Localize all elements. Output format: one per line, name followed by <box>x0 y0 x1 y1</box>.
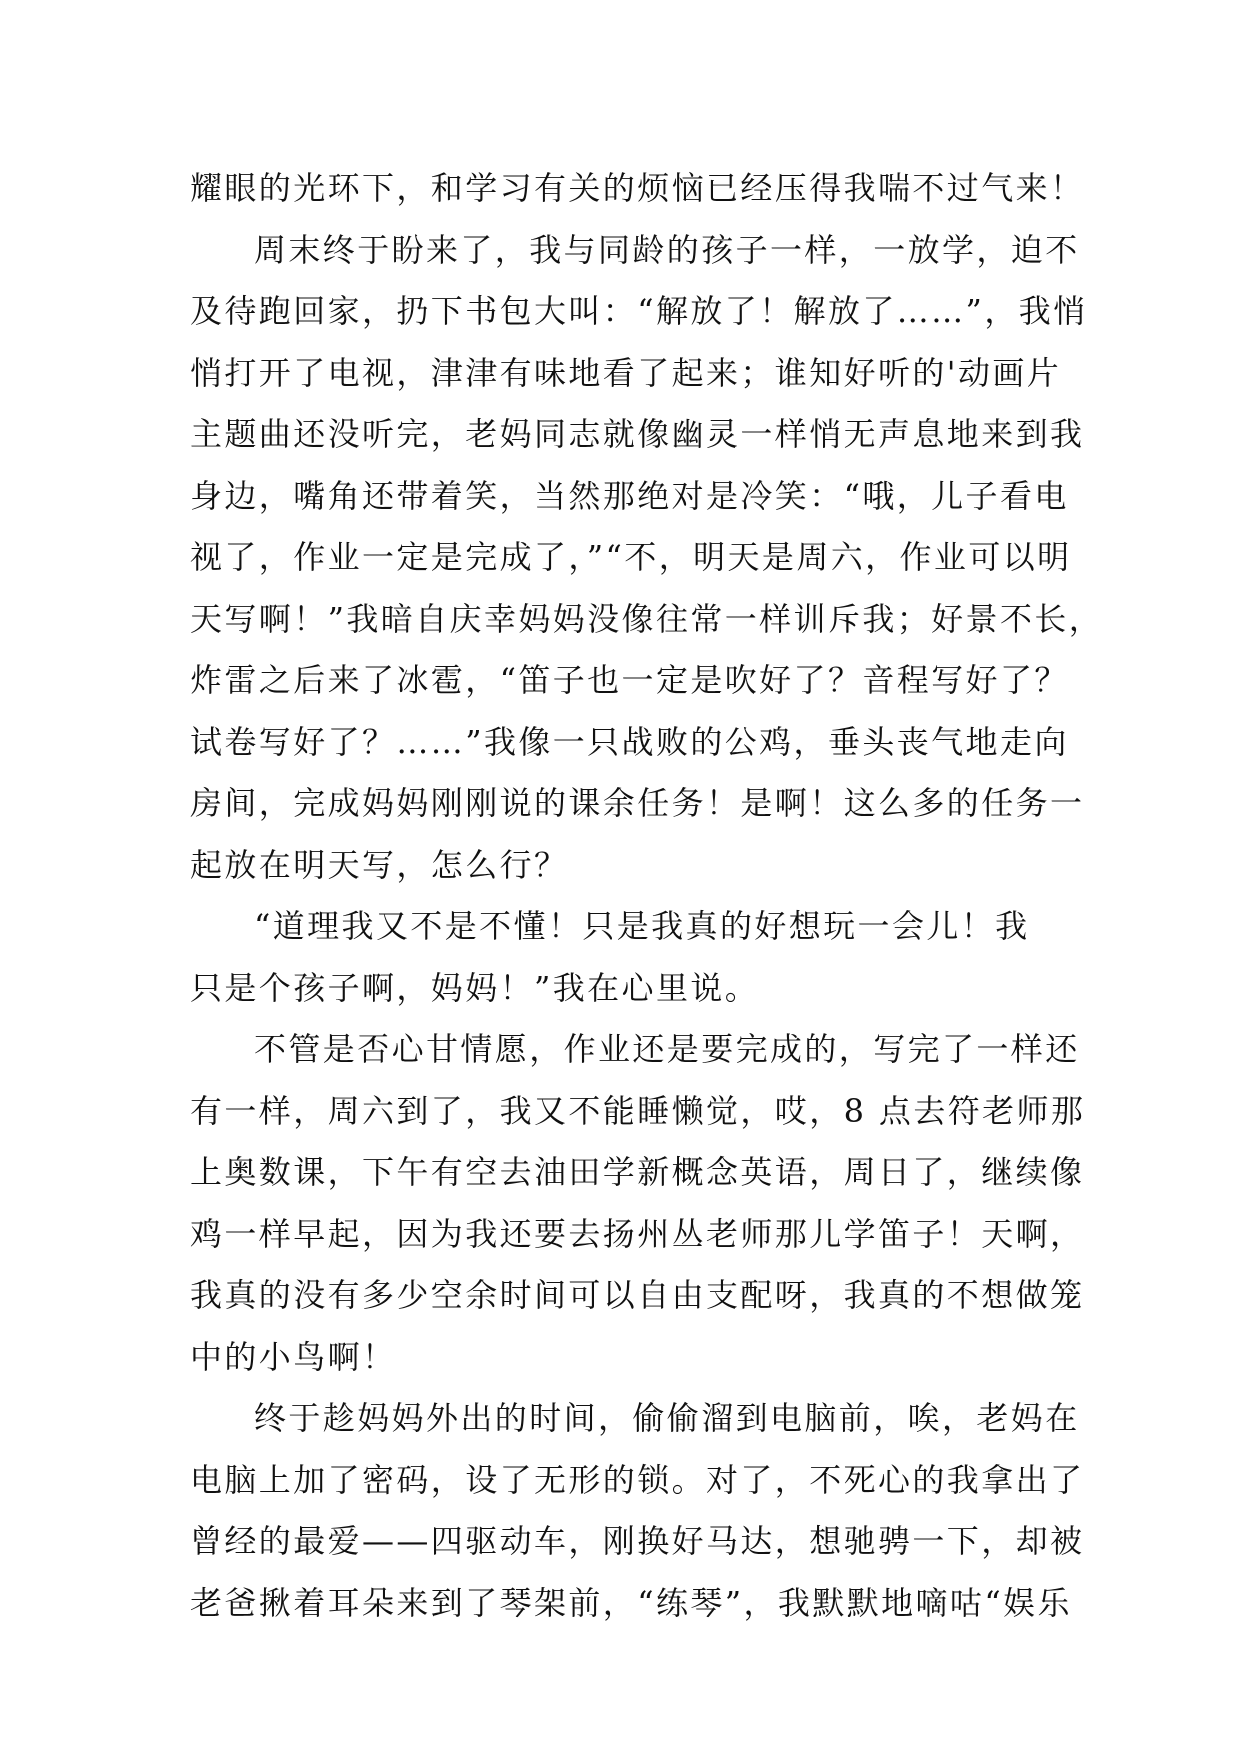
text-line: 我真的没有多少空余时间可以自由支配呀，我真的不想做笼 <box>190 1276 1085 1314</box>
text-line: 电脑上加了密码，设了无形的锁。对了，不死心的我拿出了 <box>190 1460 1085 1499</box>
text-line: 试卷写好了？……”我像一只战败的公鸡，垂头丧气地走向 <box>190 722 1069 761</box>
paragraph <box>190 220 1104 897</box>
text-line: 鸡一样早起，因为我还要去扬州丛老师那儿学笛子！天啊， <box>190 1214 1085 1253</box>
text-line: 悄打开了电视，津津有味地看了起来；谁知好听的'动画片 <box>190 353 1062 392</box>
paragraph <box>190 1388 1085 1634</box>
text-line: “道理我又不是不懂！只是我真的好想玩一会儿！我 <box>254 907 1030 945</box>
text-line: 天写啊！”我暗自庆幸妈妈没像往常一样训斥我；好景不长， <box>190 599 1104 638</box>
text-line: 曾经的最爱——四驱动车，刚换好马达，想驰骋一下，却被 <box>190 1522 1085 1560</box>
text-line: 不管是否心甘情愿，作业还是要完成的，写完了一样还 <box>254 1030 1080 1068</box>
text-line: 主题曲还没听完，老妈同志就像幽灵一样悄无声息地来到我 <box>190 415 1085 453</box>
text-line: 中的小鸟啊！ <box>190 1337 397 1376</box>
document-body <box>190 158 1104 1634</box>
paragraph <box>190 158 1085 220</box>
paragraph <box>190 896 1070 1019</box>
text-line: 起放在明天写，怎么行？ <box>190 845 569 884</box>
text-line: 有一样，周六到了，我又不能睡懒觉，哎，8 点去符老师那 <box>190 1091 1086 1130</box>
text-line: 周末终于盼来了，我与同龄的孩子一样，一放学，迫不 <box>254 230 1080 269</box>
text-line: 炸雷之后来了冰雹，“笛子也一定是吹好了？音程写好了？ <box>190 661 1069 699</box>
text-line: 房间，完成妈妈刚刚说的课余任务！是啊！这么多的任务一 <box>190 784 1085 822</box>
text-line: 终于趁妈妈外出的时间，偷偷溜到电脑前，唉，老妈在 <box>254 1399 1080 1437</box>
text-line: 只是个孩子啊，妈妈！”我在心里说。 <box>190 968 760 1007</box>
text-line: 上奥数课，下午有空去油田学新概念英语，周日了，继续像 <box>190 1153 1085 1191</box>
text-line: 老爸揪着耳朵来到了琴架前，“练琴”，我默默地嘀咕“娱乐 <box>190 1583 1072 1622</box>
text-line: 及待跑回家，扔下书包大叫：“解放了！解放了……”，我悄 <box>190 292 1088 330</box>
text-line: 耀眼的光环下，和学习有关的烦恼已经压得我喘不过气来！ <box>190 169 1085 207</box>
text-line: 视了，作业一定是完成了，”“不，明天是周六，作业可以明 <box>190 538 1072 576</box>
paragraph <box>190 1019 1086 1388</box>
text-line: 身边，嘴角还带着笑，当然那绝对是冷笑：“哦，儿子看电 <box>190 476 1069 515</box>
